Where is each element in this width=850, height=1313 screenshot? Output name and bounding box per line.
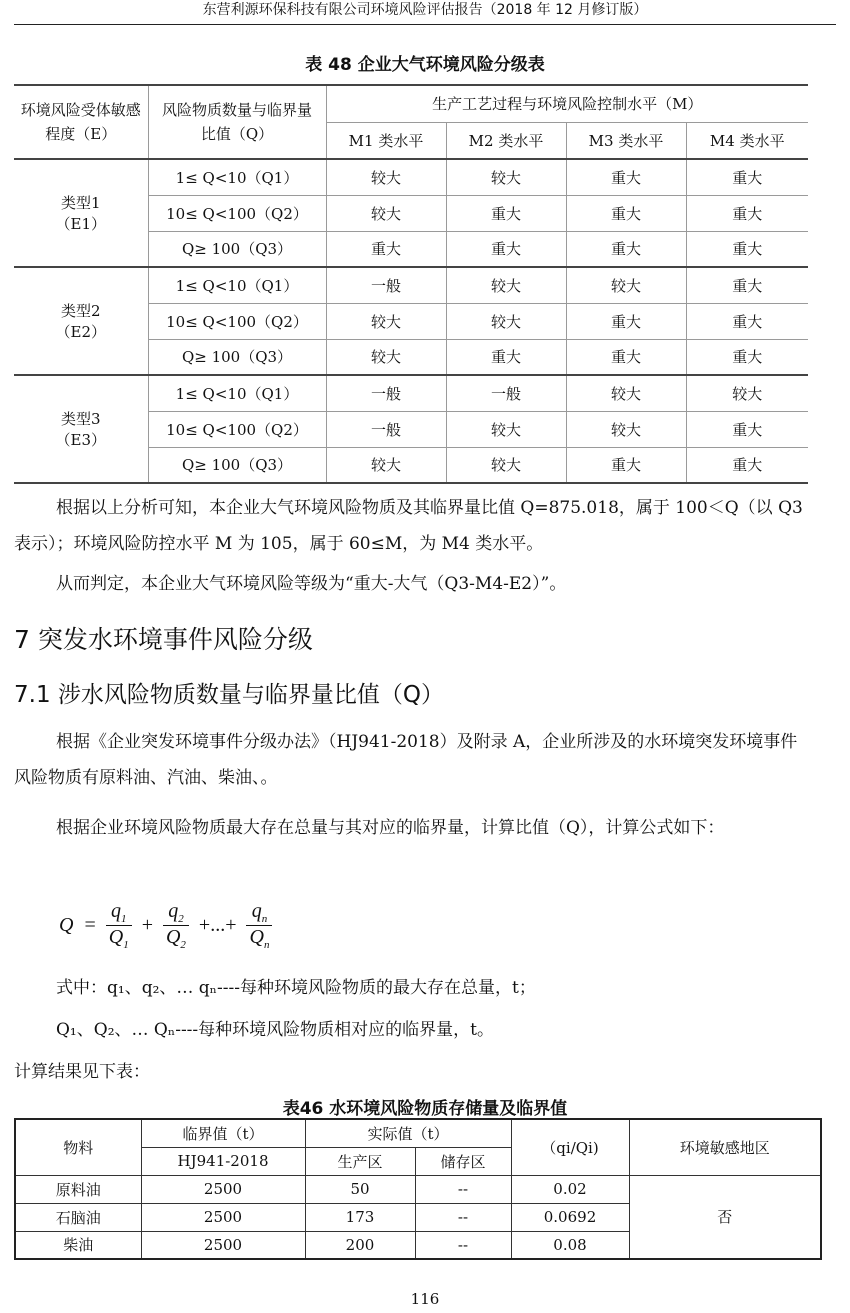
storage-value: -- <box>415 1203 511 1231</box>
q-range: 10≤ Q<100（Q2） <box>148 411 326 447</box>
header-m4: M4 类水平 <box>686 122 808 159</box>
page-header: 东营利源环保科技有限公司环境风险评估报告（2018 年 12 月修订版） <box>14 0 836 25</box>
production-value: 50 <box>305 1175 415 1203</box>
formula-mid: +...+ <box>198 914 237 936</box>
risk-value: 一般 <box>446 375 566 411</box>
risk-value: 重大 <box>686 339 808 375</box>
risk-value: 重大 <box>686 231 808 267</box>
atmospheric-risk-table <box>14 84 808 484</box>
risk-value: 较大 <box>326 195 446 231</box>
fraction-1 <box>106 900 132 951</box>
ratio-value: 0.08 <box>511 1231 629 1259</box>
result-intro: 计算结果见下表： <box>14 1062 150 1082</box>
conclusion-paragraph: 从而判定，本企业大气环境风险等级为“重大-大气（Q3-M4-E2）”。 <box>56 574 567 594</box>
page-number: 116 <box>410 1290 440 1308</box>
risk-value: 较大 <box>566 267 686 303</box>
header-control-level: 生产工艺过程与环境风险控制水平（M） <box>326 85 808 122</box>
denominator: $Q_n$ <box>249 926 270 951</box>
header-ratio: 风险物质数量与临界量比值（Q） <box>148 85 326 159</box>
q-range: Q≥ 100（Q3） <box>148 339 326 375</box>
critical-value: 2500 <box>141 1175 305 1203</box>
header-storage: 储存区 <box>415 1147 511 1175</box>
definition-q: 式中：q₁、q₂、… qₙ----每种环境风险物质的最大存在总量，t； <box>56 978 536 998</box>
risk-value: 一般 <box>326 375 446 411</box>
water-risk-table <box>14 1118 822 1260</box>
type-code: （E3） <box>55 431 106 449</box>
risk-value: 较大 <box>326 447 446 483</box>
section-heading-7-1: 7.1 涉水风险物质数量与临界量比值（Q） <box>14 682 444 708</box>
material-name: 石脑油 <box>15 1203 141 1231</box>
header-receptor: 环境风险受体敏感程度（E） <box>14 85 148 159</box>
risk-value: 较大 <box>446 159 566 195</box>
numerator: $q_1$ <box>106 900 132 926</box>
risk-value: 较大 <box>446 411 566 447</box>
critical-value: 2500 <box>141 1203 305 1231</box>
risk-value: 重大 <box>326 231 446 267</box>
q-range: 1≤ Q<10（Q1） <box>148 267 326 303</box>
denominator: $Q_1$ <box>108 926 129 951</box>
section-heading-7: 7 突发水环境事件风险分级 <box>14 625 313 654</box>
material-name: 原料油 <box>15 1175 141 1203</box>
material-name: 柴油 <box>15 1231 141 1259</box>
header-production: 生产区 <box>305 1147 415 1175</box>
risk-value: 较大 <box>686 375 808 411</box>
q-range: Q≥ 100（Q3） <box>148 231 326 267</box>
type-cell <box>14 267 148 375</box>
header-m2: M2 类水平 <box>446 122 566 159</box>
type-code: （E1） <box>55 215 106 233</box>
risk-value: 较大 <box>446 303 566 339</box>
production-value: 173 <box>305 1203 415 1231</box>
risk-value: 较大 <box>566 411 686 447</box>
q-formula: Q = $\frac{q_1}{Q_1}$ + $\frac{q_2}{Q_2}$ +...+ $\frac{q_n}{Q_n}$ <box>56 900 274 960</box>
fraction-n <box>246 900 272 951</box>
risk-value: 一般 <box>326 267 446 303</box>
risk-value: 重大 <box>686 195 808 231</box>
type-cell <box>14 375 148 483</box>
risk-value: 重大 <box>566 159 686 195</box>
header-material: 物料 <box>15 1119 141 1175</box>
header-actual: 实际值（t） <box>305 1119 511 1147</box>
numerator: $q_2$ <box>163 900 189 926</box>
q-range: 10≤ Q<100（Q2） <box>148 303 326 339</box>
type-name: 类型3 <box>60 410 101 428</box>
q-range: 10≤ Q<100（Q2） <box>148 195 326 231</box>
type-code: （E2） <box>55 323 106 341</box>
table-46-caption: 表46 水环境风险物质存储量及临界值 <box>282 1099 568 1119</box>
header-critical-standard: HJ941-2018 <box>141 1147 305 1175</box>
risk-value: 重大 <box>686 411 808 447</box>
risk-value: 重大 <box>446 195 566 231</box>
critical-value: 2500 <box>141 1231 305 1259</box>
header-m3: M3 类水平 <box>566 122 686 159</box>
risk-value: 较大 <box>326 303 446 339</box>
risk-value: 重大 <box>566 339 686 375</box>
risk-value: 重大 <box>566 447 686 483</box>
formula-lhs: Q <box>59 914 74 936</box>
risk-value: 重大 <box>686 267 808 303</box>
type-name: 类型1 <box>60 194 101 212</box>
ratio-value: 0.02 <box>511 1175 629 1203</box>
basis-paragraph: 根据《企业突发环境事件分级办法》（HJ941-2018）及附录 A，企业所涉及的水环境突发环境事件风险物质有原料油、汽油、柴油、。 <box>14 732 798 788</box>
numerator: $q_n$ <box>246 900 272 926</box>
risk-value: 较大 <box>566 375 686 411</box>
fraction-2 <box>163 900 189 951</box>
risk-value: 重大 <box>566 195 686 231</box>
analysis-paragraph: 根据以上分析可知，本企业大气环境风险物质及其临界量比值 Q=875.018，属于 100＜Q（以 Q3 表示）；环境风险防控水平 M 为 105，属于 60≤M，为 M4 类水平。 <box>14 498 803 554</box>
production-value: 200 <box>305 1231 415 1259</box>
header-sensitive-area: 环境敏感地区 <box>629 1119 821 1175</box>
q-range: Q≥ 100（Q3） <box>148 447 326 483</box>
risk-value: 重大 <box>686 303 808 339</box>
risk-value: 重大 <box>566 231 686 267</box>
storage-value: -- <box>415 1231 511 1259</box>
header-m1: M1 类水平 <box>326 122 446 159</box>
header-ratio: （qi/Qi) <box>511 1119 629 1175</box>
risk-value: 较大 <box>446 447 566 483</box>
definition-Q: Q₁、Q₂、… Qₙ----每种环境风险物质相对应的临界量，t。 <box>56 1020 495 1040</box>
q-range: 1≤ Q<10（Q1） <box>148 159 326 195</box>
formula-equals: = <box>84 914 96 936</box>
risk-value: 较大 <box>446 267 566 303</box>
denominator: $Q_2$ <box>165 926 186 951</box>
risk-value: 重大 <box>566 303 686 339</box>
risk-value: 重大 <box>686 159 808 195</box>
risk-value: 一般 <box>326 411 446 447</box>
type-cell <box>14 159 148 267</box>
ratio-value: 0.0692 <box>511 1203 629 1231</box>
risk-value: 重大 <box>446 339 566 375</box>
risk-value: 重大 <box>446 231 566 267</box>
method-paragraph: 根据企业环境风险物质最大存在总量与其对应的临界量，计算比值（Q），计算公式如下： <box>56 818 725 838</box>
table-48-caption: 表 48 企业大气环境风险分级表 <box>305 55 545 75</box>
risk-value: 较大 <box>326 159 446 195</box>
q-range: 1≤ Q<10（Q1） <box>148 375 326 411</box>
header-critical: 临界值（t） <box>141 1119 305 1147</box>
risk-value: 重大 <box>686 447 808 483</box>
type-name: 类型2 <box>60 302 101 320</box>
risk-value: 较大 <box>326 339 446 375</box>
sensitive-area-value: 否 <box>629 1175 821 1259</box>
storage-value: -- <box>415 1175 511 1203</box>
